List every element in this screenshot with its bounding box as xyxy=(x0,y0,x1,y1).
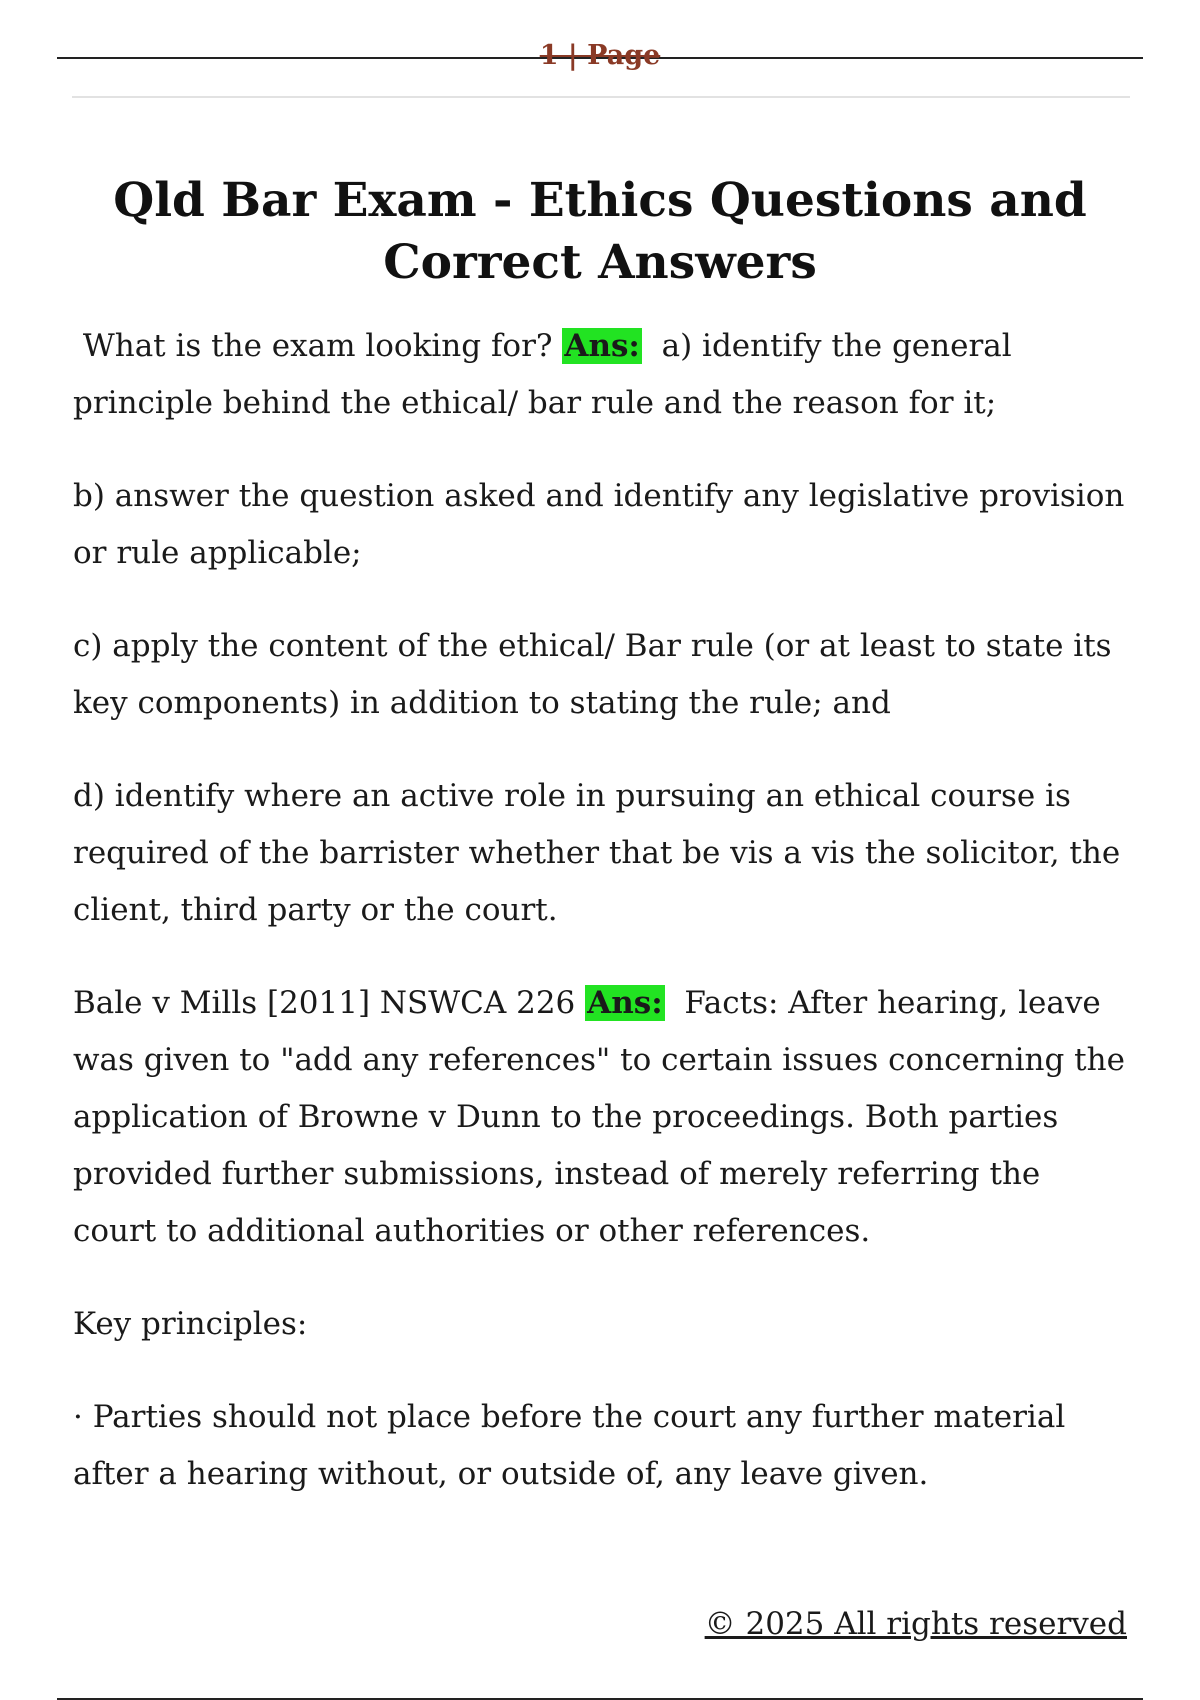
answer-paragraph: d) identify where an active role in pursuing an ethical course is required of the barrister whether that be vis a vis the solicitor, the client, third party or the court. xyxy=(73,778,1121,928)
header-divider xyxy=(72,96,1130,98)
copyright-notice: © 2025 All rights reserved xyxy=(704,1606,1127,1642)
document-body xyxy=(73,318,1133,1539)
document-title: Qld Bar Exam - Ethics Questions and Correct Answers xyxy=(113,173,1087,290)
answer-text: a) identify the general principle behind the ethical/ bar rule and the reason for it; xyxy=(73,328,1012,421)
key-principles-heading: Key principles: xyxy=(73,1306,308,1342)
answer-text: Facts: After hearing, leave was given to "add any references" to certain issues concerning the application of Browne v Dunn to the proceedings. Both parties provided further submissions, instead of merely referring the court to additional authorities or other references. xyxy=(73,985,1125,1249)
answer-paragraph: b) answer the question asked and identify any legislative provision or rule applicable; xyxy=(73,478,1125,571)
answer-paragraph: c) apply the content of the ethical/ Bar rule (or at least to state its key components) in addition to stating the rule; and xyxy=(73,628,1112,721)
question-paragraph xyxy=(73,975,1133,1260)
question-text: What is the exam looking for? xyxy=(82,328,553,364)
question-text: Bale v Mills [2011] NSWCA 226 xyxy=(73,985,576,1021)
question-paragraph xyxy=(73,318,1133,432)
principle-item: · Parties should not place before the court any further material after a hearing without, or outside of, any leave given. xyxy=(73,1399,1066,1492)
page-number-label: 1 | Page xyxy=(539,40,661,71)
answer-label: Ans: xyxy=(564,328,640,364)
answer-label: Ans: xyxy=(587,985,663,1021)
